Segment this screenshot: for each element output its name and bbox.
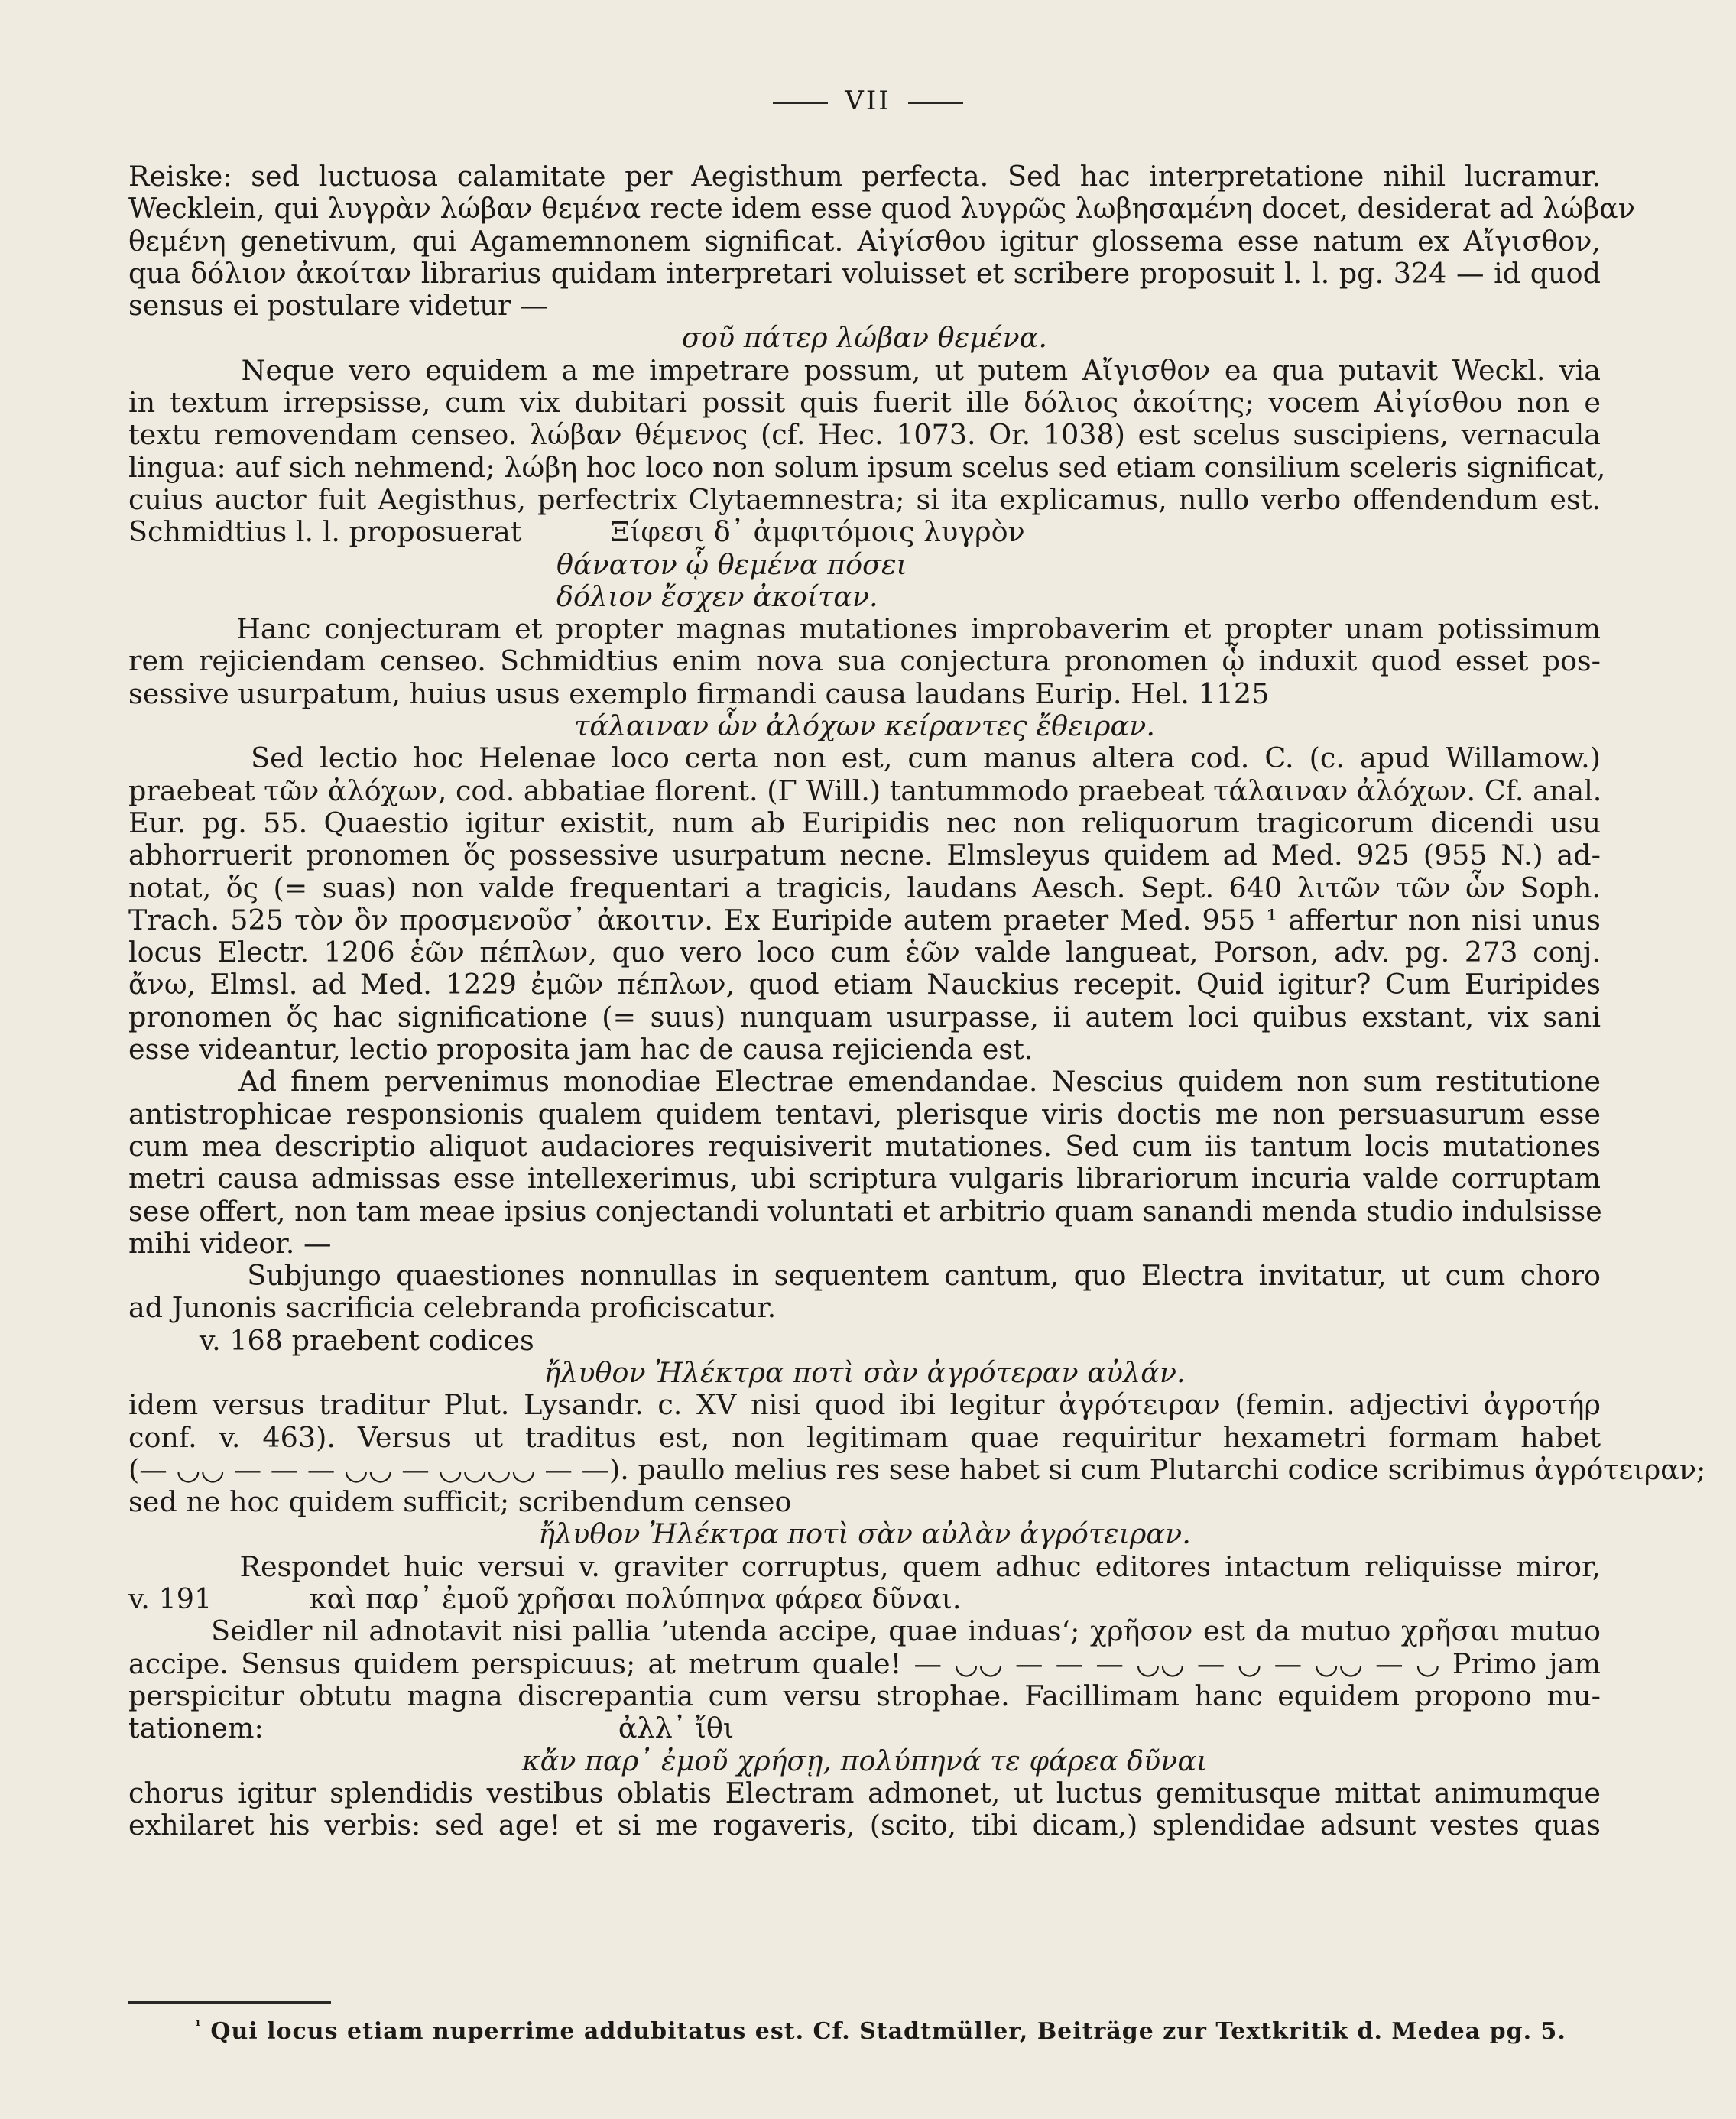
text-line: tationem: ἀλλ᾽ ἴθι bbox=[128, 1712, 735, 1745]
text-line: Sed lectio hoc Helenae loco certa non est, cum manus altera cod. C. (c. apud Willamow.) bbox=[128, 741, 1601, 775]
footnote-text: Qui locus etiam nuperrime addubitatus est. Cf. Stadtmüller, Beiträge zur Textkritik d. Medea pg. 5. bbox=[210, 2018, 1566, 2045]
text-line: notat, ὅς (= suas) non valde frequentari a tragicis, laudans Aesch. Sept. 640 λιτῶν τῶν ὧν Soph. bbox=[128, 871, 1601, 904]
text-line: κἄν παρ᾽ ἐμοῦ χρήσῃ, πολύπηνά τε φάρεα δῦναι bbox=[521, 1744, 1208, 1777]
text-line: (— ◡◡ — — — ◡◡ — ◡◡◡◡ — —). paullo melius res sese habet si cum Plutarchi codice scribimus ἀγρότειραν; bbox=[128, 1452, 1706, 1486]
text-line: esse videantur, lectio proposita jam hac de causa rejicienda est. bbox=[128, 1033, 1033, 1066]
text-line: v. 168 praebent codices bbox=[128, 1323, 534, 1357]
text-line: σοῦ πάτερ λώβαν θεμένα. bbox=[682, 321, 1047, 355]
text-line: Schmidtius l. l. proposuerat Ξίφεσι δ᾽ ἀμφιτόμοις λυγρὸν bbox=[128, 515, 1025, 549]
text-line: Reiske: sed luctuosa calamitate per Aegisthum perfecta. Sed hac interpretatione nihil lucramur. bbox=[128, 160, 1601, 193]
text-line: ad Junonis sacrificia celebranda proficiscatur. bbox=[128, 1291, 777, 1325]
text-line: sensus ei postulare videtur — bbox=[128, 289, 548, 323]
footnote-mark: ¹ bbox=[195, 2018, 202, 2034]
text-line: Ad finem pervenimus monodiae Electrae emendandae. Nescius quidem non sum restitutione bbox=[128, 1065, 1601, 1098]
text-line: sed ne hoc quidem sufficit; scribendum censeo bbox=[128, 1485, 792, 1519]
text-line: Subjungo quaestiones nonnullas in sequentem cantum, quo Electra invitatur, ut cum choro bbox=[128, 1259, 1601, 1293]
text-line: cum mea descriptio aliquot audaciores requisiverit mutationes. Sed cum iis tantum locis mutationes bbox=[128, 1129, 1601, 1163]
page-header bbox=[0, 86, 1736, 116]
text-line: praebeat τῶν ἀλόχων, cod. abbatiae florent. (Γ Will.) tantummodo praebeat τάλαιναν ἀλόχων. Cf. anal. bbox=[128, 774, 1602, 807]
text-line: Seidler nil adnotavit nisi pallia ’utenda accipe, quae induas‘; χρῆσον est da mutuo χρῆσαι mutuo bbox=[128, 1614, 1601, 1648]
text-line: antistrophicae responsionis qualem quidem tentavi, plerisque viris doctis me non persuasurum esse bbox=[128, 1097, 1601, 1131]
text-line: cuius auctor fuit Aegisthus, perfectrix Clytaemnestra; si ita explicamus, nullo verbo offendendum est. bbox=[128, 482, 1601, 516]
text-line: conf. v. 463). Versus ut traditus est, non legitimam quae requiritur hexametri formam habet bbox=[128, 1420, 1601, 1454]
text-line: Trach. 525 τὸν ὃν προσμενοῦσ᾽ ἀκοιτιν. Ex Euripide autem praeter Med. 955 ¹ affertur non nisi unus bbox=[128, 903, 1601, 936]
text-line: Neque vero equidem a me impetrare possum, ut putem Αἴγισθον ea qua putavit Weckl. via bbox=[128, 353, 1601, 387]
footnote bbox=[195, 2018, 1566, 2045]
text-line: qua δόλιον ἀκοίταν librarius quidam interpretari voluisset et scribere proposuit l. l. pg. 324 — id quod bbox=[128, 256, 1601, 290]
text-line: mihi videor. — bbox=[128, 1226, 332, 1260]
text-line: sese offert, non tam meae ipsius conjectandi voluntati et arbitrio quam sanandi menda studio indulsisse bbox=[128, 1194, 1602, 1228]
text-line: v. 191 καὶ παρ᾽ ἐμοῦ χρῆσαι πολύπηνα φάρεα δῦναι. bbox=[128, 1582, 962, 1616]
text-line: ἤλυθον Ἠλέκτρα ποτὶ σὰν αὐλὰν ἀγρότειραν. bbox=[538, 1517, 1191, 1551]
text-line: accipe. Sensus quidem perspicuus; at metrum quale! — ◡◡ — — — ◡◡ — ◡ — ◡◡ — ◡ Primo jam bbox=[128, 1647, 1601, 1680]
text-line: exhilaret his verbis: sed age! et si me rogaveris, (scito, tibi dicam,) splendidae adsunt vestes quas bbox=[128, 1809, 1601, 1842]
text-line: pronomen ὅς hac significatione (= suus) nunquam usurpasse, ii autem loci quibus exstant, vix sani bbox=[128, 1000, 1601, 1034]
text-line: Wecklein, qui λυγρὰν λώβαν θεμένα recte idem esse quod λυγρῶς λωβησαμένη docet, desiderat ad λώβαν bbox=[128, 192, 1635, 226]
text-line: metri causa admissas esse intellexerimus, ubi scriptura vulgaris librariorum incuria valde corruptam bbox=[128, 1162, 1601, 1196]
text-line: δόλιον ἔσχεν ἀκοίταν. bbox=[556, 579, 878, 613]
text-line: idem versus traditur Plut. Lysandr. c. XV nisi quod ibi legitur ἀγρότειραν (femin. adjectivi ἀγροτήρ bbox=[128, 1388, 1601, 1422]
text-line: Eur. pg. 55. Quaestio igitur existit, num ab Euripidis nec non reliquorum tragicorum dicendi usu bbox=[128, 806, 1601, 839]
text-line: Hanc conjecturam et propter magnas mutationes improbaverim et propter unam potissimum bbox=[128, 612, 1601, 646]
text-line: abhorruerit pronomen ὅς possessive usurpatum necne. Elmsleyus quidem ad Med. 925 (955 N.) ad- bbox=[128, 839, 1601, 872]
page-number: VII bbox=[845, 86, 891, 116]
header-rule-left bbox=[773, 102, 828, 104]
text-line: perspicitur obtutu magna discrepantia cum versu strophae. Facillimam hanc equidem propono mu- bbox=[128, 1679, 1601, 1712]
text-line: sessive usurpatum, huius usus exemplo firmandi causa laudans Eurip. Hel. 1125 bbox=[128, 677, 1270, 710]
text-line: ἤλυθον Ἠλέκτρα ποτὶ σὰν ἀγρότεραν αὐλάν. bbox=[544, 1355, 1186, 1389]
text-line: textu removendam censeo. λώβαν θέμενος (cf. Hec. 1073. Or. 1038) est scelus suscipiens, vernacula bbox=[128, 418, 1601, 452]
text-line: τάλαιναν ὧν ἀλόχων κείραντες ἔθειραν. bbox=[574, 709, 1155, 743]
text-line: Respondet huic versui v. graviter corruptus, quem adhuc editores intactum reliquisse miror, bbox=[128, 1549, 1601, 1583]
text-line: ἄνω, Elmsl. ad Med. 1229 ἐμῶν πέπλων, quod etiam Nauckius recepit. Quid igitur? Cum Euripides bbox=[128, 968, 1601, 1001]
text-line: chorus igitur splendidis vestibus oblatis Electram admonet, ut luctus gemitusque mittat animumque bbox=[128, 1776, 1601, 1809]
text-line: lingua: auf sich nehmend; λώβη hoc loco non solum ipsum scelus sed etiam consilium sceleris significat, bbox=[128, 450, 1606, 484]
text-line: in textum irrepsisse, cum vix dubitari possit quis fuerit ille δόλιος ἀκοίτης; vocem Αἰγίσθου non e bbox=[128, 386, 1601, 420]
footnote-rule bbox=[128, 2001, 331, 2004]
text-line: θάνατον ᾧ θεμένα πόσει bbox=[556, 547, 907, 581]
text-line: θεμένη genetivum, qui Agamemnonem significat. Αἰγίσθου igitur glossema esse natum ex Αἴγισθον, bbox=[128, 224, 1601, 258]
text-line: rem rejiciendam censeo. Schmidtius enim nova sua conjectura pronomen ᾧ induxit quod esset pos- bbox=[128, 644, 1601, 678]
body-text bbox=[128, 160, 1706, 1842]
header-rule-right bbox=[908, 102, 963, 104]
text-line: locus Electr. 1206 ἑῶν πέπλων, quo vero loco cum ἑῶν valde langueat, Porson, adv. pg. 273 conj. bbox=[128, 936, 1601, 969]
